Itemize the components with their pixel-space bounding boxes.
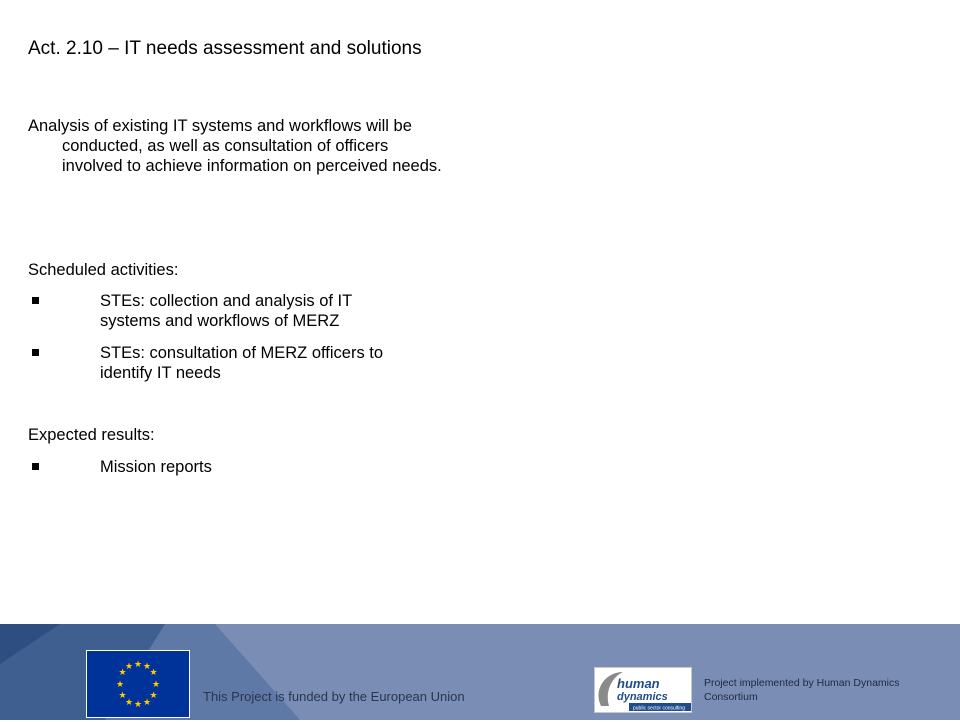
- implemented-by-text: Project implemented by Human Dynamics Consortium: [704, 677, 900, 703]
- bullet-icon: [32, 349, 39, 356]
- svg-text:★: ★: [115, 680, 125, 690]
- funded-by-eu-text: This Project is funded by the European Union: [203, 689, 465, 704]
- svg-text:★: ★: [142, 698, 152, 708]
- human-dynamics-logo: [594, 667, 692, 713]
- slide-title: Act. 2.10 – IT needs assessment and solutions: [28, 38, 422, 59]
- logo-tagline: public sector consulting: [633, 705, 685, 712]
- svg-text:★: ★: [149, 668, 158, 678]
- expected-results-heading: Expected results:: [28, 426, 155, 444]
- scheduled-activities-heading: Scheduled activities:: [28, 261, 179, 279]
- logo-text-human: human: [617, 676, 660, 691]
- svg-text:★: ★: [151, 680, 161, 690]
- bullet-icon: [32, 463, 39, 470]
- bullet-icon: [32, 297, 39, 304]
- svg-text:★: ★: [118, 668, 127, 678]
- scheduled-item-text: STEs: collection and analysis of IT systems and workflows of MERZ: [100, 292, 352, 330]
- svg-text:★: ★: [133, 700, 143, 710]
- svg-text:★: ★: [142, 662, 152, 672]
- svg-text:★: ★: [124, 698, 134, 708]
- intro-paragraph: Analysis of existing IT systems and workflows will be conducted, as well as consultation of officers involved to achieve information on perceived needs.: [28, 117, 442, 175]
- svg-text:★: ★: [149, 691, 158, 701]
- eu-flag-logo: [86, 650, 190, 718]
- svg-text:★: ★: [133, 660, 143, 670]
- logo-text-dynamics: dynamics: [617, 691, 668, 703]
- svg-text:★: ★: [118, 691, 127, 701]
- expected-item-text: Mission reports: [100, 458, 212, 476]
- svg-text:★: ★: [124, 662, 134, 672]
- scheduled-item-text: STEs: consultation of MERZ officers to identify IT needs: [100, 344, 384, 382]
